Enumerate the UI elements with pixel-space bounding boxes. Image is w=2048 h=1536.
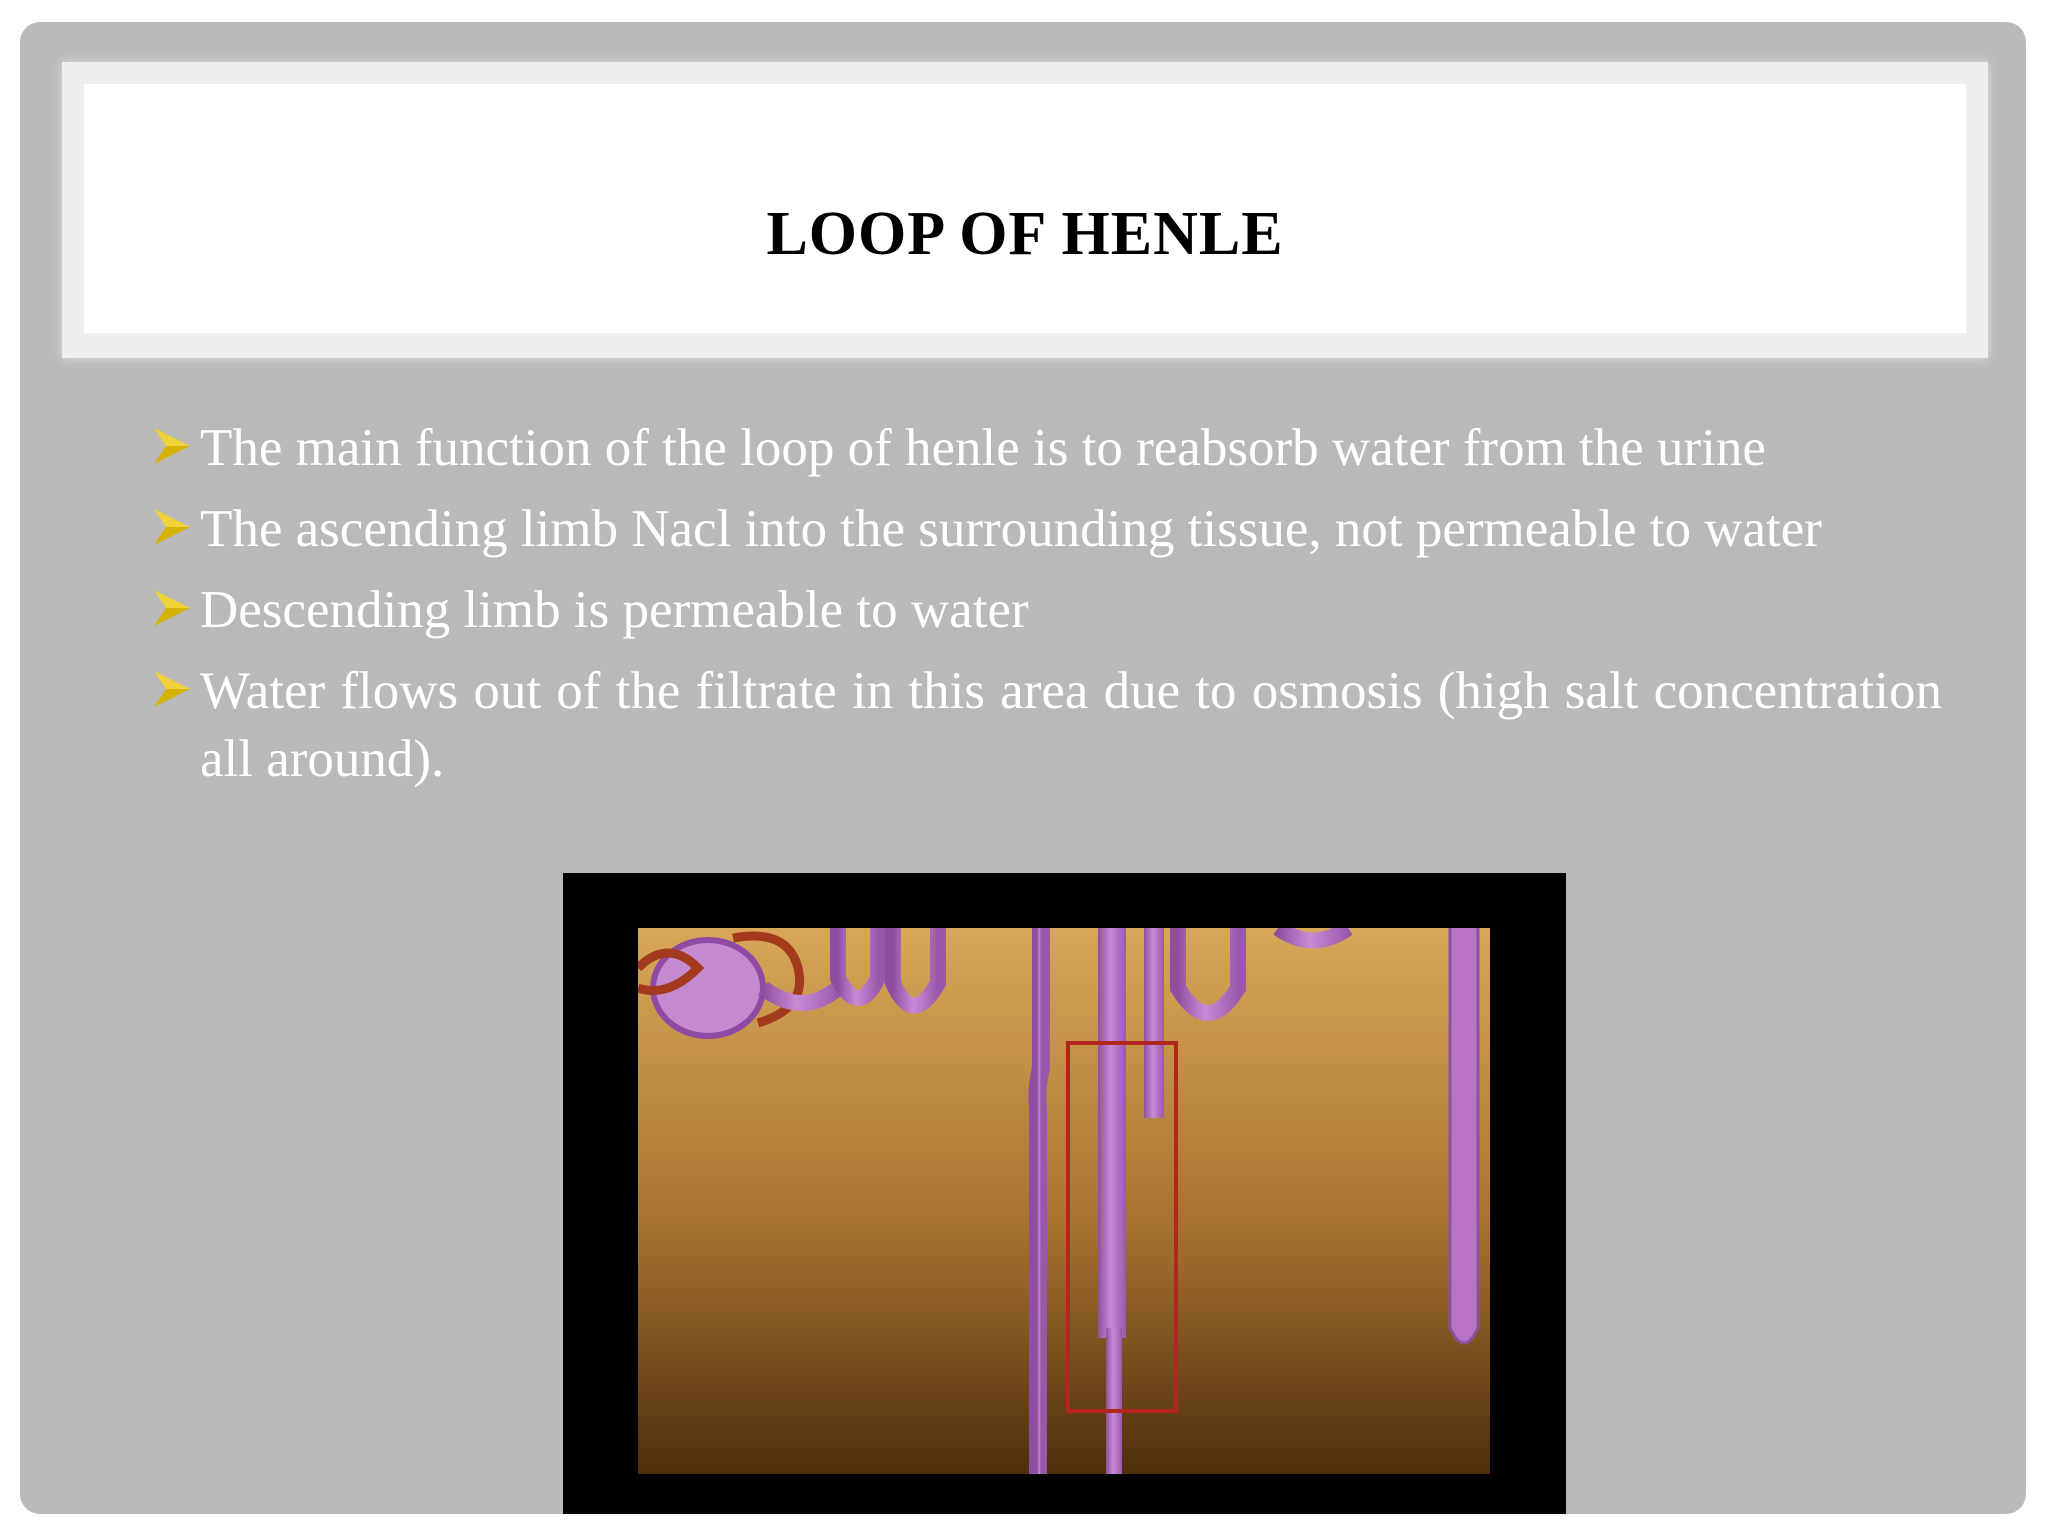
loop-of-henle-illustration xyxy=(638,928,1490,1474)
bullet-text: The main function of the loop of henle is to reabsorb water from the urine xyxy=(200,419,1766,477)
bullet-text: Descending limb is permeable to water xyxy=(200,581,1029,639)
bullet-text: Water flows out of the filtrate in this area due to osmosis (high salt concentration all around). xyxy=(200,662,1942,788)
arrow-bullet-icon xyxy=(152,588,192,628)
bullet-item xyxy=(200,495,1942,563)
arrow-bullet-icon xyxy=(152,669,192,709)
arrow-bullet-icon xyxy=(152,507,192,547)
bullet-text: The ascending limb Nacl into the surrounding tissue, not permeable to water xyxy=(200,500,1822,558)
slide xyxy=(20,22,2026,1514)
bullet-list xyxy=(200,414,1942,806)
slide-title: LOOP OF HENLE xyxy=(766,200,1284,268)
bullet-item xyxy=(200,576,1942,644)
bullet-item xyxy=(200,414,1942,482)
title-frame xyxy=(62,62,1988,358)
arrow-bullet-icon xyxy=(152,426,192,466)
title-box xyxy=(84,84,1966,333)
video-frame xyxy=(563,873,1566,1514)
bullet-item xyxy=(200,657,1942,793)
